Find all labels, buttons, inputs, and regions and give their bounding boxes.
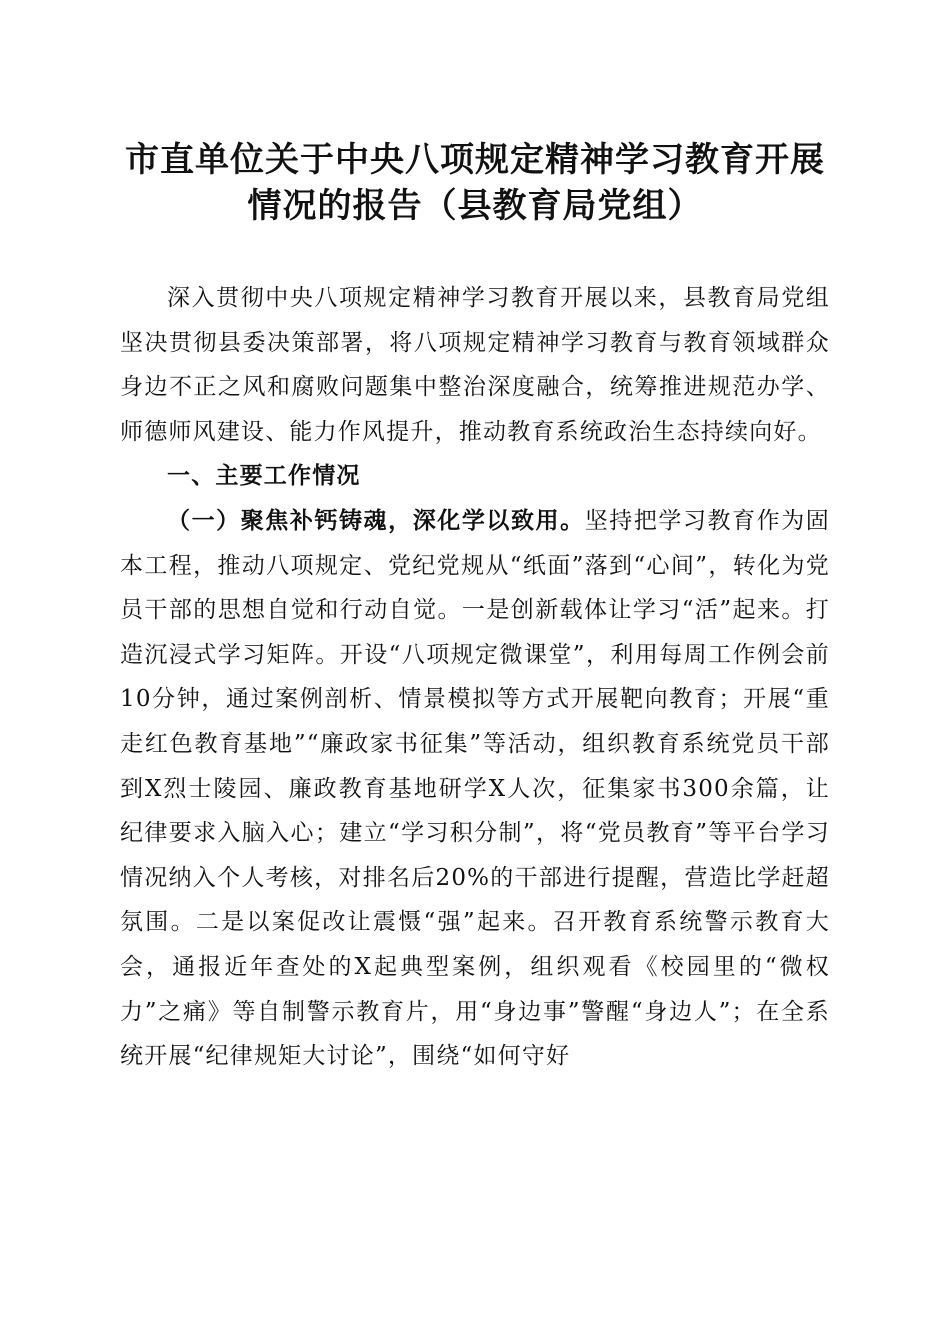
document-title-line-1: 市直单位关于中央八项规定精神学习教育开展 xyxy=(125,140,825,180)
document-title-line-2: 情况的报告（县教育局党组） xyxy=(247,186,703,226)
subsection-paragraph xyxy=(120,499,830,1079)
subsection-heading: （一）聚焦补钙铸魂，深化学以致用。 xyxy=(167,506,585,534)
intro-paragraph: 深入贯彻中央八项规定精神学习教育开展以来，县教育局党组坚决贯彻县委决策部署，将八项规定精神学习教育与教育领域群众身边不正之风和腐败问题集中整治深度融合，统筹推进规范办学、师德师风建设、能力作风提升，推动教育系统政治生态持续向好。 xyxy=(120,285,830,445)
section-heading: 一、主要工作情况 xyxy=(167,463,361,490)
document-body xyxy=(120,276,830,1079)
subsection-body: 坚持把学习教育作为固本工程，推动八项规定、党纪党规从“纸面”落到“心间”，转化为党员干部的思想自觉和行动自觉。一是创新载体让学习“活”起来。打造沉浸式学习矩阵。开设“八项规定微课堂”，利用每周工作例会前10分钟，通过案例剖析、情景模拟等方式开展靶向教育；开展“重走红色教育基地”“廉政家书征集”等活动，组织教育系统党员干部到X烈士陵园、廉政教育基地研学X人次，征集家书300余篇，让纪律要求入脑入心；建立“学习积分制”，将“党员教育”等平台学习情况纳入个人考核，对排名后20%的干部进行提醒，营造比学赶超氛围。二是以案促改让震慑“强”起来。召开教育系统警示教育大会，通报近年查处的X起典型案例，组织观看《校园里的“微权力”之痛》等自制警示教育片，用“身边事”警醒“身边人”；在全系统开展“纪律规矩大讨论”，围绕“如何守好 xyxy=(120,507,831,1070)
